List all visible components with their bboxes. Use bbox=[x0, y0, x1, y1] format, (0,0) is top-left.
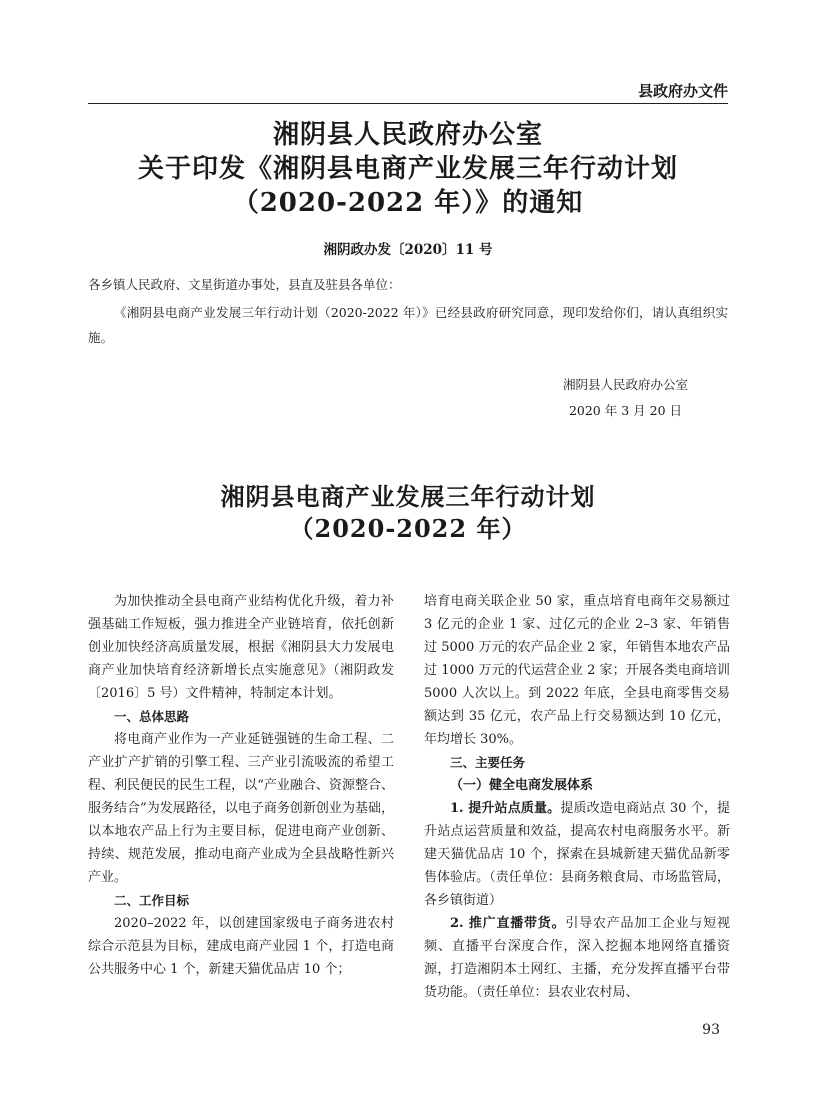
notice-title-line-1: 湘阴县人民政府办公室 bbox=[272, 120, 543, 150]
notice-body: 《湘阴县电商产业发展三年行动计划（2020-2022 年）》已经县政府研究同意，现印发给你们，请认真组织实施。 bbox=[88, 305, 728, 345]
plan-intro: 为加快推动全县电商产业结构优化升级，着力补强基础工作短板，强力推进全产业链培育，依托创新创业加快经济高质量发展，根据《湘阴县大力发展电商产业加快培育经济新增长点实施意见》（湘阴政发〔2016〕5 号）文件精神，特制定本计划。 bbox=[88, 594, 394, 701]
issue-date: 2020 年 3 月 20 日 bbox=[568, 403, 682, 418]
left-column bbox=[88, 590, 394, 981]
right-column bbox=[424, 590, 730, 1004]
item-2 bbox=[424, 912, 730, 1004]
document-number: 湘阴政办发〔2020〕11 号 bbox=[323, 242, 493, 258]
section-2-text-right: 培育电商关联企业 50 家，重点培育电商年交易额过 3 亿元的企业 1 家、过亿元的企业 2–3 家、年销售过 5000 万元的农产品企业 2 家，年销售本地农产品过 1000 万元的代运营企业 2 家；开展各类电商培训 5000 人次以上。到 2022 年底，全县电商零售交易额达到 35 亿元，农产品上行交易额达到 10 亿元，年均增长 30%。 bbox=[424, 594, 730, 747]
header-rule bbox=[88, 103, 728, 104]
item-2-text: 引导农产品加工企业与短视频、直播平台深度合作，深入挖掘本地网络直播资源，打造湘阴本土网红、主播，充分发挥直播平台带货功能。（责任单位：县农业农村局、 bbox=[424, 916, 730, 1000]
addressee: 各乡镇人民政府、文星街道办事处，县直及驻县各单位： bbox=[88, 277, 401, 292]
signature: 湘阴县人民政府办公室 bbox=[562, 377, 688, 392]
plan-title-line-2: （2020-2022 年） bbox=[289, 514, 527, 543]
section-3-heading: 三、主要任务 bbox=[450, 755, 526, 770]
item-1-lead: 1. 提升站点质量。 bbox=[450, 801, 561, 816]
sub-1-heading: （一）健全电商发展体系 bbox=[450, 778, 594, 793]
plan-title-line-1: 湘阴县电商产业发展三年行动计划 bbox=[220, 482, 596, 511]
section-2-heading: 二、工作目标 bbox=[114, 893, 190, 908]
section-1-heading: 一、总体思路 bbox=[114, 709, 190, 724]
page-number: 93 bbox=[702, 1022, 720, 1038]
section-2-text-left: 2020–2022 年，以创建国家级电子商务进农村综合示范县为目标，建成电商产业园 1 个，打造电商公共服务中心 1 个，新建天猫优品店 10 个； bbox=[88, 916, 394, 977]
item-1-text: 提质改造电商站点 30 个，提升站点运营质量和效益，提高农村电商服务水平。新建天猫优品店 10 个，探索在县城新建天猫优品新零售体验店。（责任单位：县商务粮食局、市场监管局，各乡镇街道） bbox=[424, 801, 730, 908]
notice-title-line-3: （2020-2022 年）》的通知 bbox=[232, 188, 584, 218]
item-2-lead: 2. 推广直播带货。 bbox=[450, 916, 566, 931]
item-1 bbox=[424, 797, 730, 912]
running-header: 县政府办文件 bbox=[637, 82, 728, 100]
notice-title-line-2: 关于印发《湘阴县电商产业发展三年行动计划 bbox=[137, 154, 678, 184]
section-1-text: 将电商产业作为一产业延链强链的生命工程、二产业扩产扩销的引擎工程、三产业引流吸流的希望工程、利民便民的民生工程，以“产业融合、资源整合、服务结合”为发展路径，以电子商务创新创业为基础，以本地农产品上行为主要目标，促进电商产业创新、持续、规范发展，推动电商产业成为全县战略性新兴产业。 bbox=[88, 732, 394, 885]
